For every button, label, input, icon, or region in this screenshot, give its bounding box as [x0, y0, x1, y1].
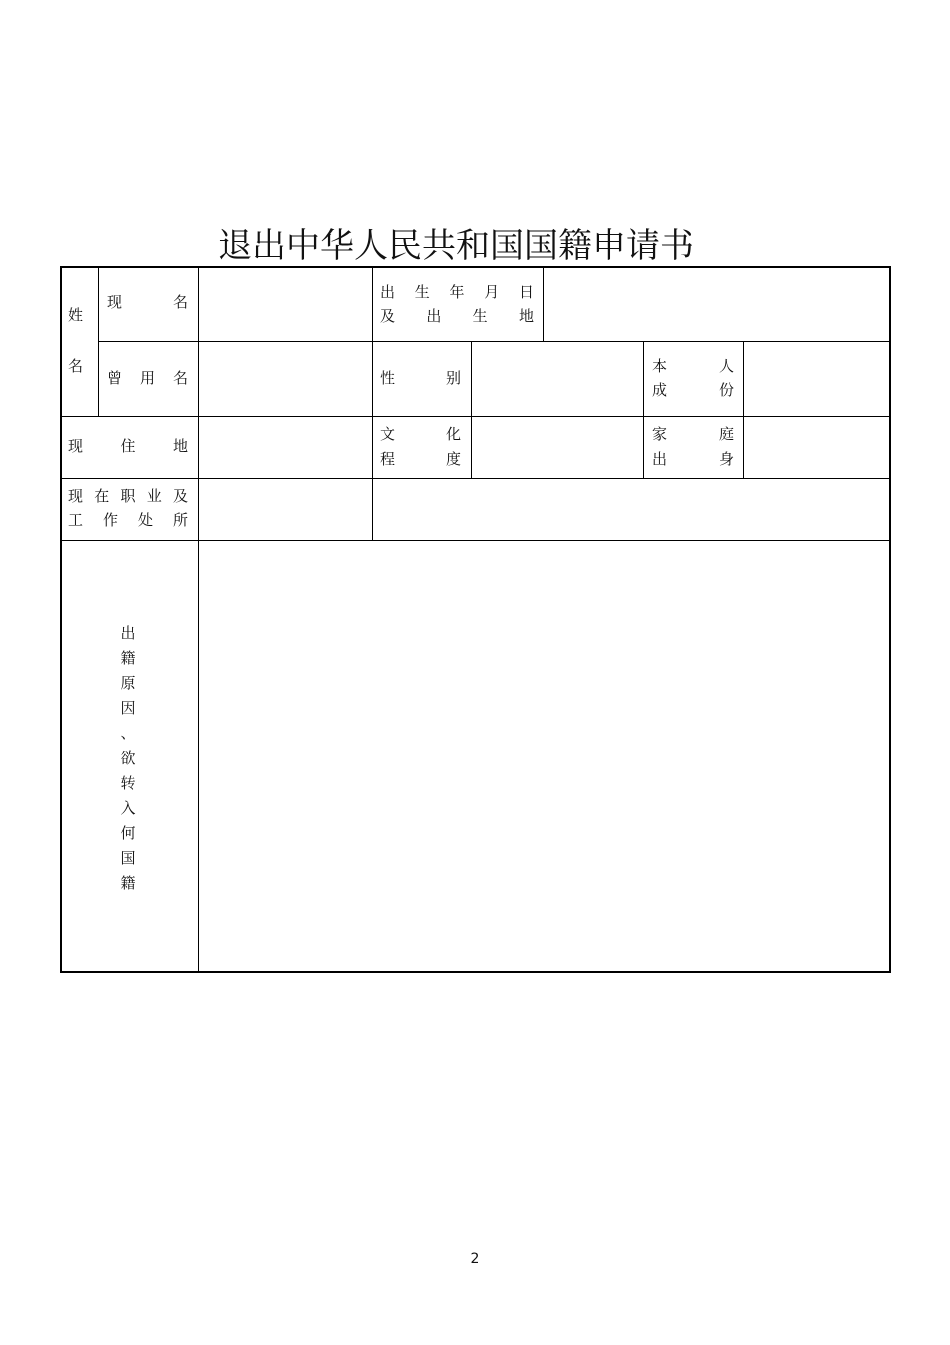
- page-number: 2: [470, 1251, 480, 1267]
- row-divider-2: [62, 416, 891, 417]
- col-divider-status-left: [643, 341, 644, 478]
- education-label-1: 文 化: [380, 425, 461, 443]
- col-divider-labels: [198, 268, 199, 973]
- application-form-table: [60, 266, 891, 973]
- col-divider-name-group: [98, 268, 99, 416]
- education-label-2: 程 度: [380, 450, 461, 468]
- col-divider-gender: [471, 341, 472, 478]
- col-divider-mid: [372, 268, 373, 540]
- birth-date-label: 出 生 年 月 日: [380, 283, 534, 301]
- reason-label: 出 籍 原 因 、 欲 转 入 何 国 籍: [120, 624, 136, 892]
- name-group-label-2: 名: [68, 357, 84, 375]
- current-name-label: 现 名: [107, 293, 188, 311]
- col-divider-status-right: [743, 341, 744, 478]
- personal-status-label-1: 本 人: [652, 357, 734, 375]
- occupation-label-1: 现 在 职 业 及: [68, 487, 188, 505]
- birth-place-label: 及 出 生 地: [380, 307, 534, 325]
- document-title: 退出中华人民共和国国籍申请书: [218, 226, 694, 266]
- col-divider-birth: [543, 268, 544, 341]
- occupation-label-2: 工 作 处 所: [68, 511, 188, 529]
- former-name-label: 曾 用 名: [107, 369, 188, 387]
- family-origin-label-1: 家 庭: [652, 425, 734, 443]
- residence-label: 现 住 地: [68, 437, 188, 455]
- gender-label: 性 别: [380, 369, 461, 387]
- personal-status-label-2: 成 份: [652, 381, 734, 399]
- row-divider-4: [62, 540, 891, 541]
- family-origin-label-2: 出 身: [652, 450, 734, 468]
- row-divider-1: [99, 341, 891, 342]
- row-divider-3: [62, 478, 891, 479]
- name-group-label-1: 姓: [68, 306, 84, 324]
